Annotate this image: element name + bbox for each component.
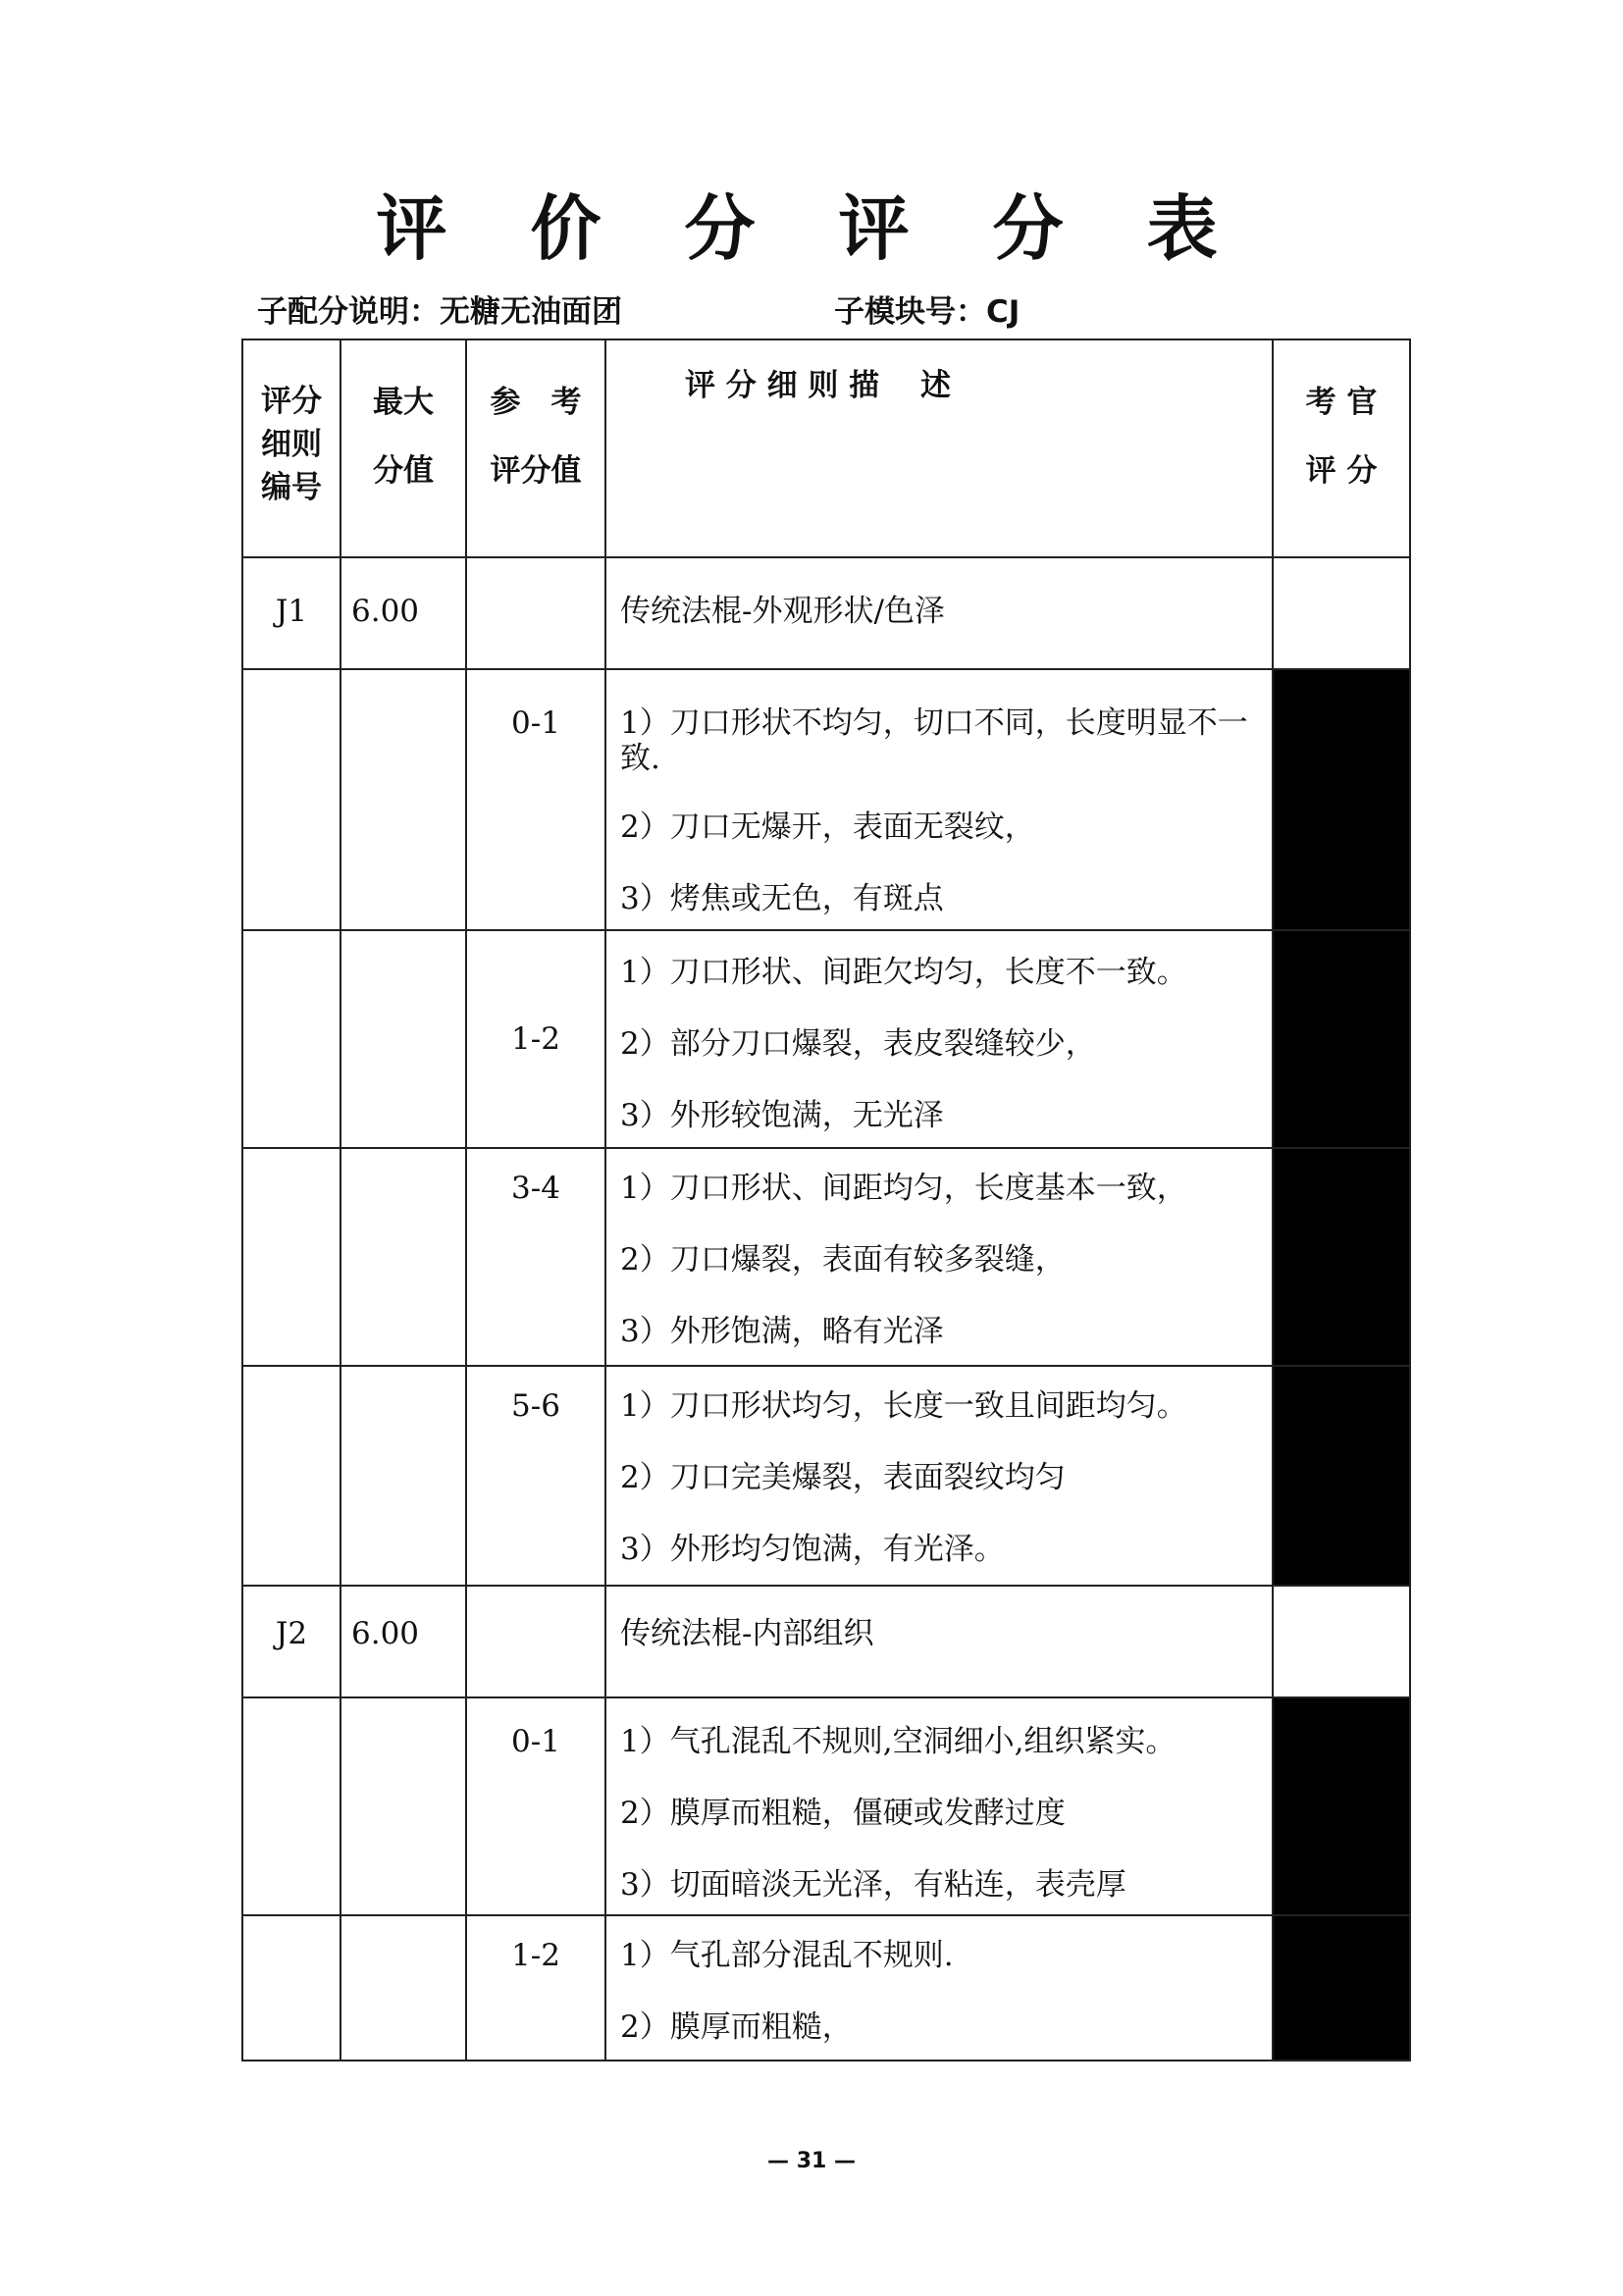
level-line: 2）刀口无爆开，表面无裂纹，: [620, 809, 1035, 845]
table-row: [242, 930, 1410, 1148]
empty-cell: [242, 669, 340, 930]
examiner-blocked-cell: [1273, 930, 1410, 1148]
header-examiner: [1273, 339, 1410, 557]
examiner-blocked-cell: [1273, 1915, 1410, 2061]
sub-score-description: 子配分说明：无糖无油面团: [257, 294, 622, 330]
level-desc: [605, 1366, 1273, 1586]
header-examiner-line: 考 官: [1305, 385, 1378, 420]
header-id-line: 细则: [261, 427, 322, 462]
header-max: [340, 339, 466, 557]
level-desc: [605, 669, 1273, 930]
header-examiner-line: 评 分: [1305, 453, 1378, 489]
table-row: [242, 1915, 1410, 2061]
empty-cell: [340, 669, 466, 930]
examiner-blocked-cell: [1273, 1148, 1410, 1366]
level-ref: 1-2: [466, 930, 605, 1148]
level-desc: [605, 930, 1273, 1148]
page-title: 评 价 分 评 分 表: [376, 187, 1247, 270]
empty-cell: [340, 1697, 466, 1915]
sub-module-number: 子模块号：CJ: [834, 294, 1021, 330]
level-line: 3）外形较饱满，无光泽: [620, 1098, 944, 1133]
level-line: 3）烤焦或无色，有斑点: [620, 881, 944, 916]
header-id-line: 评分: [261, 384, 322, 419]
examiner-blocked-cell: [1273, 1697, 1410, 1915]
level-line: 1）刀口形状、间距欠均匀，长度不一致。: [620, 955, 1187, 990]
level-line: 3）外形均匀饱满，有光泽。: [620, 1532, 1005, 1567]
examiner-score-cell[interactable]: [1273, 1586, 1410, 1697]
criterion-id: J1: [242, 557, 340, 669]
level-line: 1）气孔混乱不规则,空洞细小,组织紧实。: [620, 1724, 1177, 1759]
level-ref: 0-1: [466, 669, 605, 930]
empty-cell: [340, 1366, 466, 1586]
header-id-line: 编号: [261, 470, 322, 505]
level-ref: 0-1: [466, 1697, 605, 1915]
scoring-table: [241, 339, 1411, 2061]
empty-cell: [340, 1915, 466, 2061]
level-line: 2）膜厚而粗糙，僵硬或发酵过度: [620, 1796, 1066, 1831]
empty-cell: [242, 930, 340, 1148]
header-row: [242, 339, 1410, 557]
level-ref: 3-4: [466, 1148, 605, 1366]
level-line: 2）刀口爆裂，表面有较多裂缝，: [620, 1242, 1066, 1278]
criterion-id: J2: [242, 1586, 340, 1697]
level-line: 1）刀口形状不均匀，切口不同，长度明显不一致.: [620, 705, 1248, 776]
table-row: [242, 1366, 1410, 1586]
examiner-score-cell[interactable]: [1273, 557, 1410, 669]
empty-cell: [242, 1697, 340, 1915]
criterion-desc: 传统法棍-外观形状/色泽: [605, 557, 1273, 669]
level-line: 2）刀口完美爆裂，表面裂纹均匀: [620, 1460, 1066, 1495]
level-line: 3）外形饱满，略有光泽: [620, 1314, 944, 1349]
table-row: [242, 669, 1410, 930]
examiner-blocked-cell: [1273, 669, 1410, 930]
level-desc: [605, 1148, 1273, 1366]
table-row: [242, 1148, 1410, 1366]
level-desc: [605, 1915, 1273, 2061]
header-max-line: 最大: [373, 385, 434, 420]
empty-cell: [242, 1915, 340, 2061]
header-max-line: 分值: [373, 453, 434, 489]
level-line: 2）部分刀口爆裂，表皮裂缝较少，: [620, 1026, 1096, 1062]
header-ref-line: 参 考: [490, 385, 582, 420]
table-row: [242, 1586, 1410, 1697]
criterion-max: 6.00: [340, 557, 466, 669]
header-ref-line: 评分值: [490, 453, 582, 489]
criterion-desc: 传统法棍-内部组织: [605, 1586, 1273, 1697]
empty-cell: [340, 1148, 466, 1366]
empty-cell: [340, 930, 466, 1148]
level-line: 1）刀口形状、间距均匀，长度基本一致，: [620, 1171, 1187, 1206]
header-id: [242, 339, 340, 557]
level-ref: 5-6: [466, 1366, 605, 1586]
header-desc-text: 评 分 细 则 描 述: [685, 368, 951, 403]
criterion-ref: [466, 1586, 605, 1697]
examiner-blocked-cell: [1273, 1366, 1410, 1586]
criterion-max: 6.00: [340, 1586, 466, 1697]
criterion-ref: [466, 557, 605, 669]
level-line: 1）气孔部分混乱不规则.: [620, 1938, 954, 1973]
table-row: [242, 557, 1410, 669]
level-ref: 1-2: [466, 1915, 605, 2061]
header-desc: [605, 339, 1273, 557]
empty-cell: [242, 1366, 340, 1586]
header-ref: [466, 339, 605, 557]
table-row: [242, 1697, 1410, 1915]
page-number: — 31 —: [767, 2149, 856, 2173]
level-line: 3）切面暗淡无光泽，有粘连，表壳厚: [620, 1867, 1126, 1903]
level-desc: [605, 1697, 1273, 1915]
empty-cell: [242, 1148, 340, 1366]
level-line: 2）膜厚而粗糙，: [620, 2009, 853, 2045]
level-line: 1）刀口形状均匀，长度一致且间距均匀。: [620, 1388, 1187, 1424]
